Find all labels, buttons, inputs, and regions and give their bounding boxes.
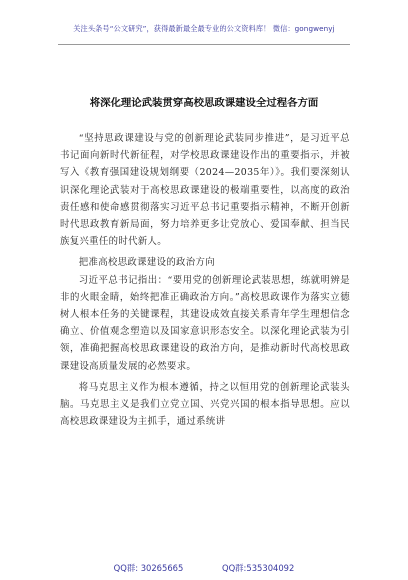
document-body <box>60 130 350 430</box>
document-title: 将深化理论武装贯穿高校思政课建设全过程各方面 <box>89 97 319 109</box>
section-heading: 把准高校思政课建设的政治方向 <box>78 257 215 269</box>
intro-paragraph: “坚持思政课建设与党的创新理论武装同步推进”，是习近平总书记面向新时代新征程，对学校思政课建设作出的重要指示，并被写入《教育强国建设规划纲要（2024—2035年）》。我们要深刻认识深化理论武装对于高校思政课建设的极端重要性，以高度的政治责任感和使命感贯彻落实习近平总书记重要指示精神，不断开创新时代思政教育新局面，努力培养更多让党放心、爱国奉献、担当民族复兴重任的时代新人。 <box>60 133 350 248</box>
footer <box>0 562 408 574</box>
body-paragraph: 习近平总书记指出：“要用党的创新理论武装思想，练就明辨是非的火眼金睛，始终把准正确政治方向。”高校思政课作为落实立德树人根本任务的关键课程，其建设成效直接关系青年学生理想信念确立、价值观念塑造以及国家意识形态安全。以深化理论武装为引领，准确把握高校思政课建设的政治方向，是推动新时代高校思政课建设高质量发展的必然要求。 <box>60 274 350 372</box>
footer-qq-group-2: QQ群:535304092 <box>222 563 295 573</box>
footer-qq-group-1: QQ群: 30265665 <box>113 563 184 573</box>
header-divider <box>58 44 350 45</box>
body-paragraph: 将马克思主义作为根本遵循，持之以恒用党的创新理论武装头脑。马克思主义是我们立党立国、兴党兴国的根本指导思想。应以高校思政课建设为主抓手，通过系统讲 <box>60 381 350 428</box>
header-banner: 关注头条号“公文研究”，获得最新最全最专业的公文资料库！ 微信：gongwenyj <box>73 24 335 33</box>
